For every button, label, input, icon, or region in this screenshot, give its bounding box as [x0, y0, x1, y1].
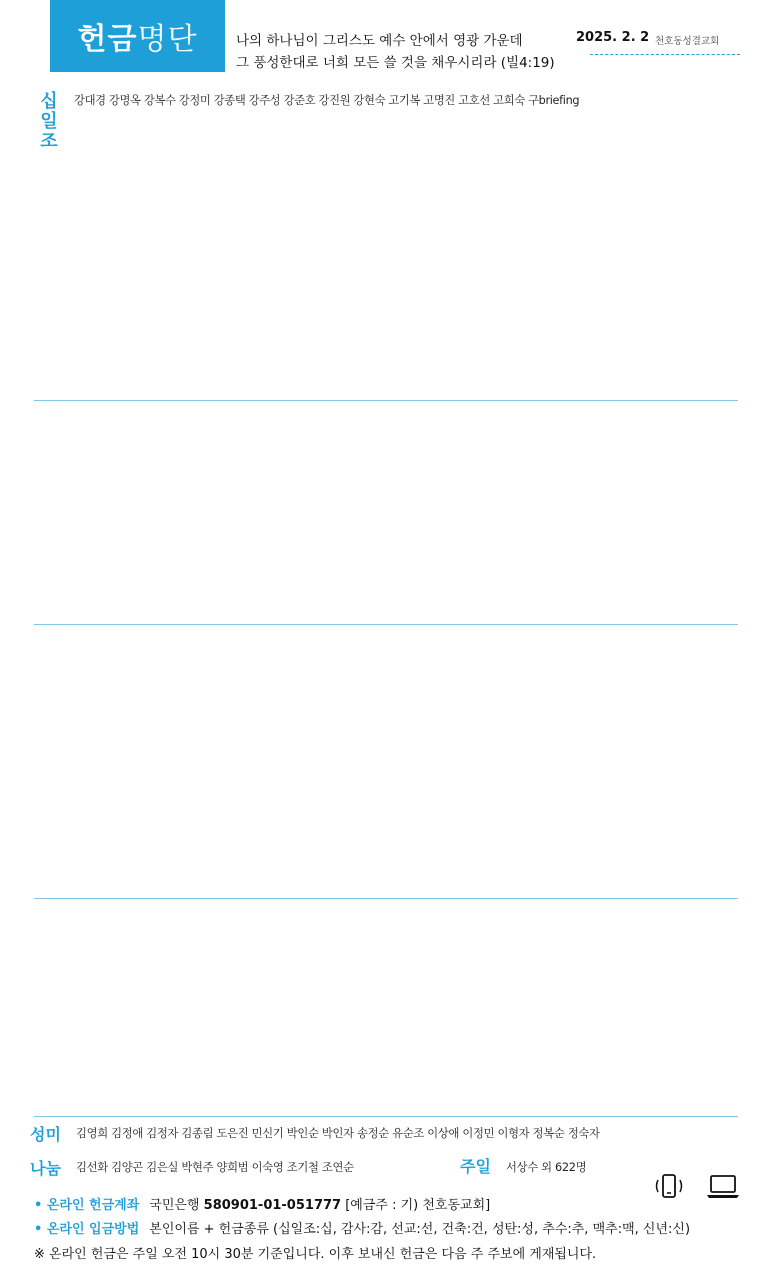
section-divider [34, 898, 738, 899]
section-divider [34, 1116, 738, 1117]
verse-line-2: 그 풍성한대로 너희 모든 쓸 것을 채우시리라 (빌4:19) [236, 55, 555, 71]
section-divider [34, 624, 738, 625]
tithe-names: 강대경 강명옥 강복수 강정미 강종택 강주성 강준호 강진원 강현숙 고기복 고명진 고호선 고희숙 구briefing [74, 94, 580, 107]
online-account-row: • 온라인 헌금계좌 국민은행 580901-01-051777 [예금주 : 기) 천호동교회] [34, 1198, 491, 1213]
sunday-count: 서상수 외 622명 [506, 1161, 587, 1174]
section-label: 십 일 조 [40, 91, 58, 152]
title-light: 명단 [137, 22, 198, 57]
sunday-label: 주일 [460, 1157, 491, 1176]
church-name: 천호동성결교회 [655, 36, 720, 47]
online-account-label: 온라인 헌금계좌 [46, 1198, 140, 1213]
verse-line-1: 나의 하나님이 그리스도 예수 안에서 영광 가운데 [236, 33, 523, 49]
account-holder: [예금주 : 기) 천호동교회] [341, 1198, 491, 1213]
deposit-method-row: • 온라인 입금방법 본인이름 + 헌금종류 (십일조:십, 감사:감, 선교:선, 건축:건, 성탄:성, 추수:추, 맥추:맥, 신년:신) [34, 1222, 691, 1237]
laptop-icon [705, 1172, 741, 1200]
section-divider [34, 400, 738, 401]
deposit-method-text: 본인이름 + 헌금종류 (십일조:십, 감사:감, 선교:선, 건축:건, 성탄:성, 추수:추, 맥추:맥, 신년:신) [149, 1222, 691, 1237]
nanum-names: 김선화 김양곤 김은실 박현주 양희범 이숙영 조기철 조연순 [76, 1161, 354, 1174]
bank-name: 국민은행 [149, 1198, 204, 1213]
online-notice: ※ 온라인 헌금은 주일 오전 10시 30분 기준입니다. 이후 보내신 헌금은 다음 주 주보에 게재됩니다. [34, 1247, 597, 1262]
seongmi-names: 김영희 김정애 김정자 김종림 도은진 민신기 박인순 박인자 송정순 유순조 이상애 이정민 이형자 정복순 정숙자 [76, 1127, 600, 1140]
bulletin-date: 2025. 2. 2 [576, 30, 650, 45]
scripture-verse [236, 30, 555, 74]
nanum-label: 나눔 [30, 1159, 61, 1178]
section-thanks [34, 410, 738, 620]
header-divider [590, 54, 740, 55]
header [0, 0, 767, 80]
section-mission [34, 632, 738, 862]
phone-icon [650, 1172, 688, 1200]
deposit-method-label: 온라인 입금방법 [46, 1222, 140, 1237]
title-bold: 헌금 [77, 22, 138, 57]
section-tithe [34, 92, 738, 392]
page-title [50, 0, 225, 72]
section-building [34, 906, 738, 1116]
account-number: 580901-01-051777 [203, 1198, 342, 1213]
seongmi-label: 성미 [30, 1125, 61, 1144]
